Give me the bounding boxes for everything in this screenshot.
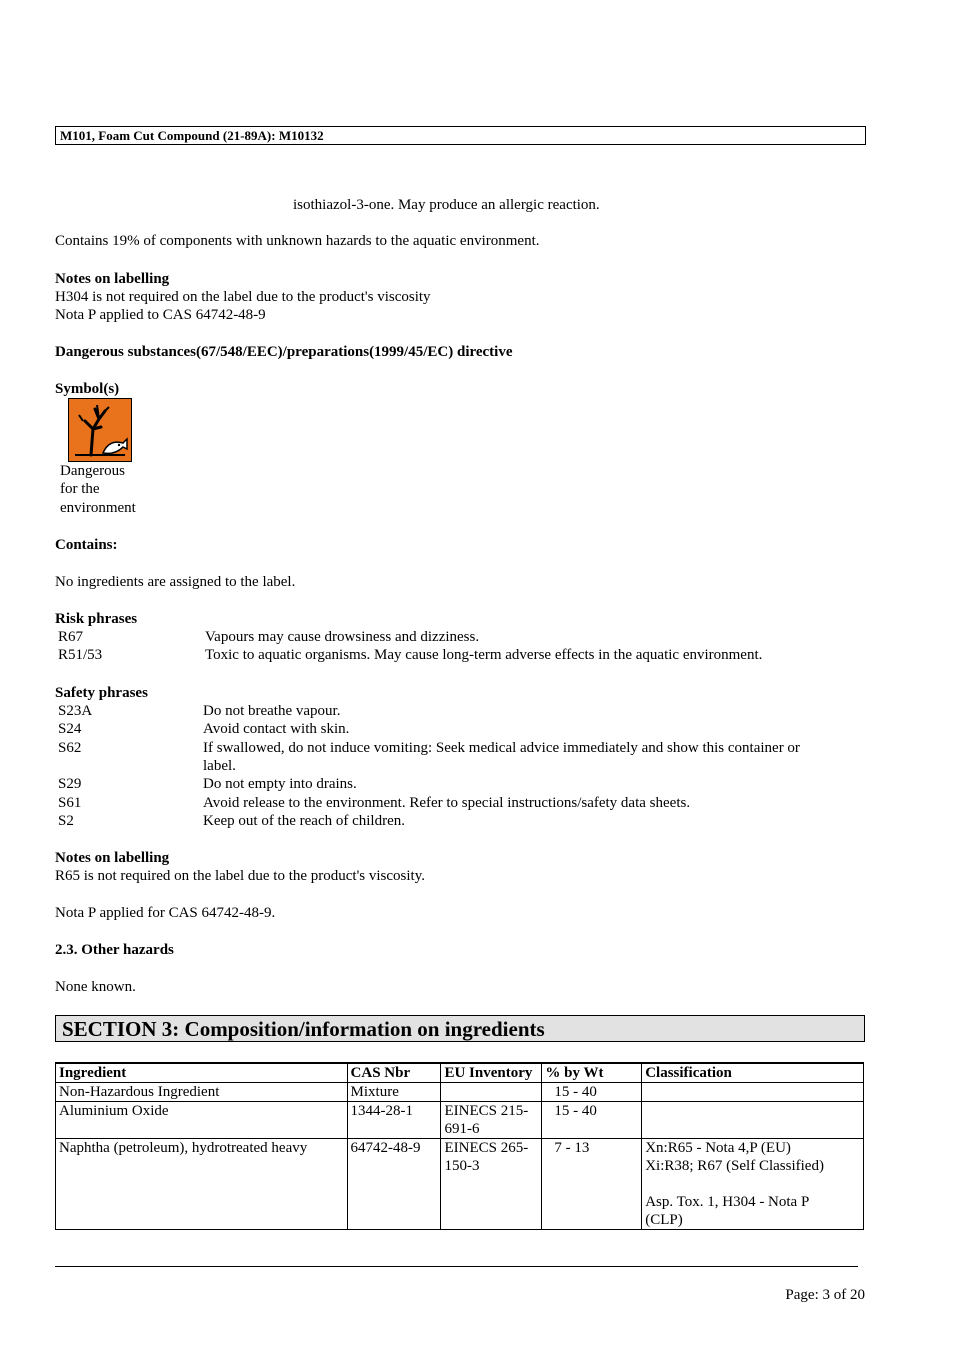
risk-code: R51/53 [58, 647, 103, 663]
column-header: Ingredient [56, 1063, 348, 1083]
safety-text: If swallowed, do not induce vomiting: Seek medical advice immediately and show this container or [203, 740, 800, 756]
contains-heading: Contains: [55, 537, 118, 553]
notes-labelling-heading: Notes on labelling [55, 271, 170, 287]
section-3-title: SECTION 3: Composition/information on ingredients [55, 1015, 865, 1042]
symbol-caption: for the [60, 481, 100, 497]
weight-cell: 15 - 40 [542, 1102, 642, 1139]
symbol-caption: Dangerous [60, 463, 125, 479]
table-row [56, 1139, 864, 1230]
column-header: EU Inventory [441, 1063, 542, 1083]
column-header: CAS Nbr [347, 1063, 441, 1083]
notes-labelling-line: H304 is not required on the label due to the product's viscosity [55, 289, 431, 305]
risk-phrases-heading: Risk phrases [55, 611, 138, 627]
table-row [56, 1102, 864, 1139]
safety-code: S24 [58, 721, 82, 737]
table-header-row [56, 1063, 864, 1083]
notes-labelling-line: Nota P applied for CAS 64742-48-9. [55, 905, 276, 921]
eu-inventory-cell: EINECS 215- 691-6 [441, 1102, 542, 1139]
notes-labelling-heading: Notes on labelling [55, 850, 170, 866]
safety-text: Do not empty into drains. [203, 776, 357, 792]
cas-cell: 64742-48-9 [347, 1139, 441, 1230]
contains-text: No ingredients are assigned to the label. [55, 574, 296, 590]
continuation-text: isothiazol-3-one. May produce an allergic reaction. [293, 197, 600, 213]
cas-cell: 1344-28-1 [347, 1102, 441, 1139]
risk-text: Vapours may cause drowsiness and dizziness. [205, 629, 480, 645]
safety-phrases-heading: Safety phrases [55, 685, 148, 701]
column-header: % by Wt [542, 1063, 642, 1083]
ingredients-table [55, 1062, 864, 1230]
other-hazards-heading: 2.3. Other hazards [55, 942, 174, 958]
table-row [56, 1083, 864, 1102]
dangerous-for-environment-icon [68, 398, 132, 462]
aquatic-hazard-note: Contains 19% of components with unknown hazards to the aquatic environment. [55, 233, 540, 249]
footer-divider [55, 1266, 858, 1267]
column-header: Classification [642, 1063, 864, 1083]
safety-text: Keep out of the reach of children. [203, 813, 405, 829]
safety-code: S29 [58, 776, 82, 792]
safety-code: S61 [58, 795, 82, 811]
risk-code: R67 [58, 629, 84, 645]
classification-cell [642, 1083, 864, 1102]
safety-text: Avoid contact with skin. [203, 721, 350, 737]
symbols-heading: Symbol(s) [55, 381, 120, 397]
eu-inventory-cell [441, 1083, 542, 1102]
other-hazards-text: None known. [55, 979, 136, 995]
notes-labelling-line: R65 is not required on the label due to the product's viscosity. [55, 868, 425, 884]
symbol-caption: environment [60, 500, 136, 516]
notes-labelling-line: Nota P applied to CAS 64742-48-9 [55, 307, 266, 323]
safety-code: S2 [58, 813, 74, 829]
weight-cell: 15 - 40 [542, 1083, 642, 1102]
risk-text: Toxic to aquatic organisms. May cause long-term adverse effects in the aquatic environment. [205, 647, 763, 663]
weight-cell: 7 - 13 [542, 1139, 642, 1230]
eu-inventory-cell: EINECS 265- 150-3 [441, 1139, 542, 1230]
directive-heading: Dangerous substances(67/548/EEC)/preparations(1999/45/EC) directive [55, 344, 513, 360]
page-number: Page: 3 of 20 [785, 1287, 865, 1303]
safety-text: Avoid release to the environment. Refer to special instructions/safety data sheets. [203, 795, 691, 811]
safety-text: Do not breathe vapour. [203, 703, 341, 719]
document-header: M101, Foam Cut Compound (21-89A): M10132 [55, 126, 866, 145]
classification-cell: Xn:R65 - Nota 4,P (EU) Xi:R38; R67 (Self Classified) Asp. Tox. 1, H304 - Nota P (CLP) [642, 1139, 864, 1230]
cas-cell: Mixture [347, 1083, 441, 1102]
safety-code: S62 [58, 740, 82, 756]
ingredient-cell: Aluminium Oxide [56, 1102, 348, 1139]
safety-code: S23A [58, 703, 93, 719]
classification-cell [642, 1102, 864, 1139]
safety-text: label. [203, 758, 236, 774]
ingredient-cell: Naphtha (petroleum), hydrotreated heavy [56, 1139, 348, 1230]
ingredient-cell: Non-Hazardous Ingredient [56, 1083, 348, 1102]
